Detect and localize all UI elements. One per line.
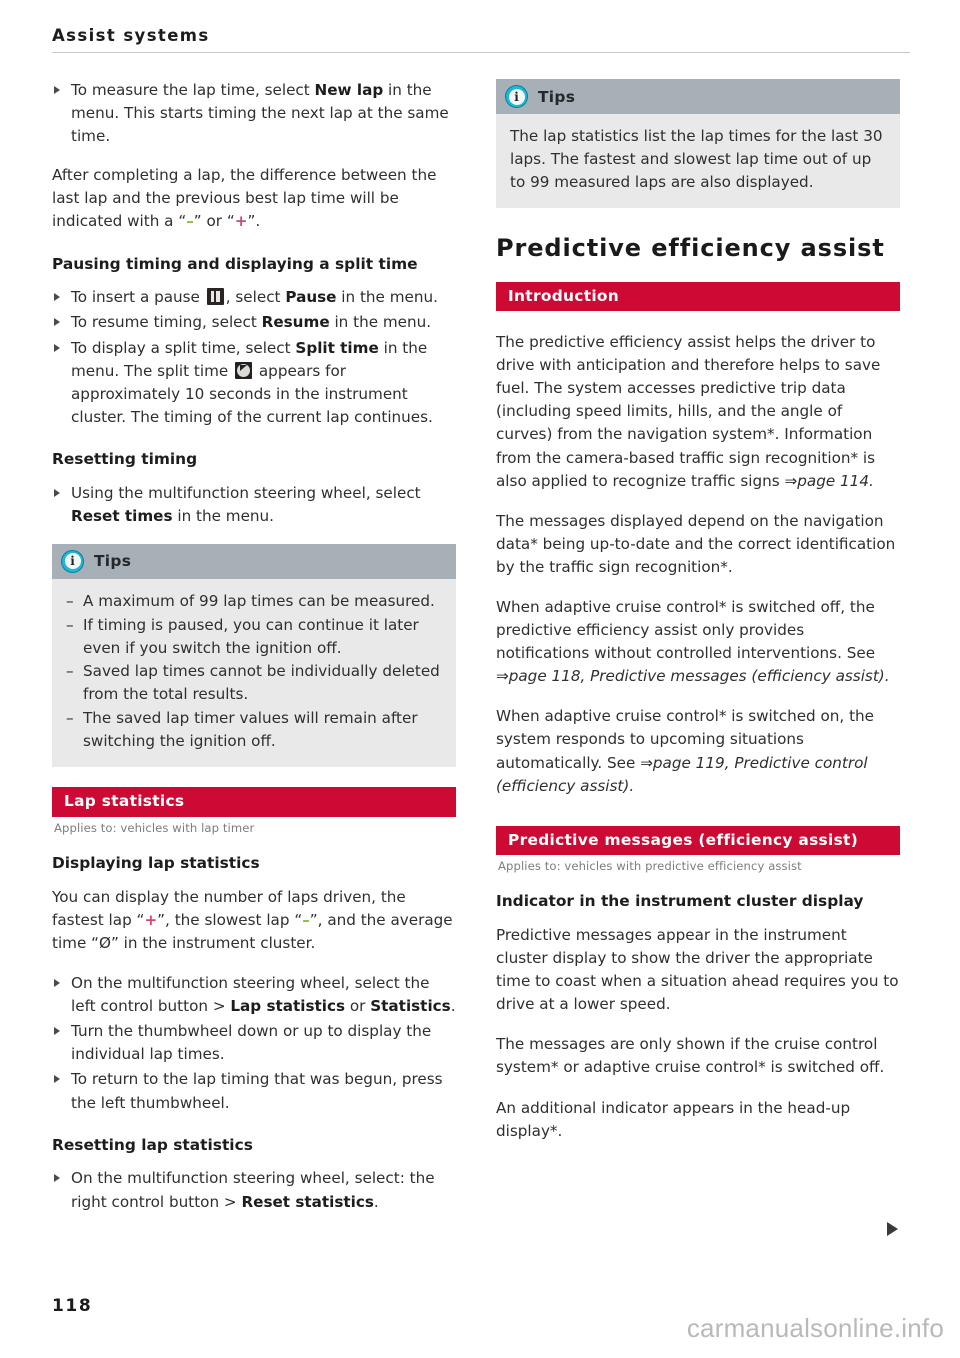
introduction-paragraph-4	[496, 705, 900, 797]
bullet-triangle-icon	[54, 979, 60, 987]
menu-item-new-lap: New lap	[314, 81, 384, 99]
introduction-paragraph-1	[496, 331, 900, 493]
list-item	[52, 286, 456, 309]
cross-reference-link[interactable]: page 119, Predictive control (efficiency assist)	[496, 753, 868, 795]
cross-reference-link[interactable]: page 114	[797, 471, 869, 490]
new-lap-step-list	[52, 79, 456, 148]
step-text: Turn the thumbwheel down or up to display the individual lap times.	[71, 1022, 432, 1064]
bullet-triangle-icon	[54, 1174, 60, 1182]
list-item	[52, 482, 456, 528]
lap-statistics-step-list	[52, 972, 456, 1115]
cross-reference-arrow-icon: ⇒	[640, 753, 653, 772]
list-item	[52, 311, 456, 334]
tip-text: The saved lap timer values will remain after switching the ignition off.	[83, 708, 418, 750]
heading-pausing-timing: Pausing timing and displaying a split time	[52, 254, 418, 273]
tip-text: The lap statistics list the lap times for the last 30 laps. The fastest and slowest lap time out of up to 99 measured laps are also displayed.	[510, 127, 883, 192]
applies-to-predictive-messages: Applies to: vehicles with predictive efficiency assist	[498, 859, 802, 874]
predictive-messages-paragraph-3: An additional indicator appears in the head-up display*.	[496, 1098, 851, 1140]
list-item	[66, 707, 442, 753]
predictive-messages-paragraph-1: Predictive messages appear in the instrument cluster display to show the driver the appropriate time to coast when a situation ahead requires you to drive at a lower speed.	[496, 926, 899, 1014]
list-item	[66, 614, 442, 660]
predictive-messages-paragraph-2: The messages are only shown if the cruise control system* or adaptive cruise control* is switched off.	[496, 1035, 885, 1077]
bullet-triangle-icon	[54, 1075, 60, 1083]
bullet-triangle-icon	[54, 344, 60, 352]
tips-box-header	[52, 544, 456, 579]
cross-reference-tail: .	[884, 667, 890, 686]
list-item	[66, 660, 442, 706]
lap-stats-text-after: ”, and the average time “Ø” in the instrument cluster.	[52, 910, 453, 952]
list-item	[52, 1020, 456, 1066]
quote-open: “	[178, 212, 187, 231]
two-column-body	[52, 79, 898, 1230]
plus-symbol: +	[234, 212, 248, 231]
menu-item-resume: Resume	[261, 313, 330, 332]
introduction-paragraph-3	[496, 596, 900, 688]
reset-statistics-step-list	[52, 1167, 456, 1213]
step-text: Using the multifunction steering wheel, select Reset times in the menu.	[71, 483, 421, 525]
continuation-arrow-icon	[887, 1222, 898, 1236]
info-icon: i	[61, 550, 84, 573]
tip-text: If timing is paused, you can continue it later even if you switch the ignition off.	[83, 615, 419, 657]
lap-stats-text-before: You can display the number of laps driven, the fastest lap “	[52, 887, 406, 929]
cross-reference-tail: .	[869, 471, 874, 490]
heading-resetting-timing: Resetting timing	[52, 449, 198, 468]
tips-label: Tips	[94, 552, 132, 571]
list-item	[66, 590, 442, 613]
list-item	[52, 1068, 456, 1114]
menu-item-lap-statistics: Lap statistics	[230, 997, 346, 1016]
resetting-step-list	[52, 482, 456, 528]
tip-text: A maximum of 99 lap times can be measured.	[83, 591, 435, 610]
step-text: To insert a pause , select Pause in the menu.	[71, 288, 438, 307]
dash-bullet: –	[66, 708, 74, 727]
step-text: On the multifunction steering wheel, select the left control button > Lap statistics or Statistics.	[71, 974, 456, 1016]
heading-displaying-lap-statistics: Displaying lap statistics	[52, 853, 260, 872]
split-time-pictogram-icon	[235, 362, 252, 379]
step-text: To return to the lap timing that was begun, press the left thumbwheel.	[71, 1070, 443, 1112]
lap-statistics-paragraph	[52, 886, 456, 955]
page-number: 118	[52, 1296, 93, 1316]
running-header: Assist systems	[52, 26, 210, 45]
list-item	[52, 337, 456, 429]
cross-reference-link[interactable]: page 118, Predictive messages (efficiency assist)	[508, 667, 885, 686]
tips-item-list	[66, 590, 442, 753]
section-bar-predictive-messages: Predictive messages (efficiency assist)	[496, 826, 900, 855]
list-item	[52, 972, 456, 1018]
list-item	[52, 79, 456, 148]
cross-reference-arrow-icon: ⇒	[496, 667, 509, 686]
heading-indicator-instrument-cluster: Indicator in the instrument cluster display	[496, 892, 864, 911]
tips-box-header	[496, 79, 900, 114]
introduction-paragraph-2: The messages displayed depend on the navigation data* being up-to-date and the correct identification by the traffic sign recognition*.	[496, 511, 896, 576]
lap-difference-paragraph	[52, 164, 456, 233]
tip-text: Saved lap times cannot be individually deleted from the total results.	[83, 662, 440, 704]
tips-box-lap-statistics	[496, 79, 900, 208]
dash-bullet: –	[66, 591, 74, 610]
quote-mid: ” or “	[193, 212, 235, 231]
pause-pictogram-icon	[207, 288, 224, 305]
applies-to-lap-statistics: Applies to: vehicles with lap timer	[54, 820, 255, 835]
tips-box-body	[52, 579, 456, 768]
right-column	[496, 79, 900, 1160]
bullet-triangle-icon	[54, 293, 60, 301]
pausing-step-list	[52, 286, 456, 429]
dash-bullet: –	[66, 662, 74, 681]
lap-stats-text-mid: ”, the slowest lap “	[157, 910, 303, 929]
intro-text: The predictive efficiency assist helps the driver to drive with anticipation and therefore helps to save fuel. The system accesses predictive trip data (including speed limits, hills, and the angle of curves) from the navigation system*. Information from the camera-based traffic sign recognition* is also applied to recognize traffic signs	[496, 333, 881, 490]
section-bar-lap-statistics: Lap statistics	[52, 787, 456, 816]
menu-item-statistics: Statistics	[370, 997, 451, 1016]
tips-box-body	[496, 114, 900, 208]
menu-item-reset-times: Reset times	[71, 506, 173, 525]
step-text: To display a split time, select Split time in the menu. The split time appears for approximately 10 seconds in the instrument cluster. The timing of the current lap continues.	[71, 338, 433, 426]
left-column	[52, 79, 456, 1230]
header-divider	[52, 52, 910, 53]
step-text: To resume timing, select Resume in the menu.	[71, 313, 432, 332]
intro4-text: When adaptive cruise control* is switched on, the system responds to upcoming situations automatically. See	[496, 707, 875, 772]
step-text: On the multifunction steering wheel, select: the right control button > Reset statistics.	[71, 1169, 435, 1211]
bullet-triangle-icon	[54, 86, 60, 94]
watermark: carmanualsonline.info	[686, 1313, 944, 1343]
step-text: To measure the lap time, select New lap in the menu. This starts timing the next lap at the same time.	[71, 81, 449, 146]
dash-bullet: –	[66, 615, 74, 634]
cross-reference-tail: .	[629, 776, 635, 795]
menu-item-reset-statistics: Reset statistics	[241, 1192, 374, 1211]
heading-resetting-lap-statistics: Resetting lap statistics	[52, 1135, 253, 1154]
list-item	[52, 1167, 456, 1213]
quote-close: ”.	[247, 212, 261, 231]
tips-box-lap-timer	[52, 544, 456, 768]
minus-symbol: –	[186, 212, 194, 231]
menu-item-split-time: Split time	[295, 338, 379, 357]
intro3-text: When adaptive cruise control* is switched off, the predictive efficiency assist only provides notifications without controlled interventions. See	[496, 597, 876, 663]
minus-symbol: –	[302, 910, 310, 929]
menu-item-pause: Pause	[285, 288, 337, 307]
bullet-triangle-icon	[54, 318, 60, 326]
tips-label: Tips	[538, 87, 576, 106]
section-bar-introduction: Introduction	[496, 282, 900, 311]
bullet-triangle-icon	[54, 489, 60, 497]
info-icon: i	[505, 85, 528, 108]
plus-symbol: +	[144, 910, 158, 929]
bullet-triangle-icon	[54, 1027, 60, 1035]
lap-difference-text: After completing a lap, the difference between the last lap and the previous best lap time will be indicated with a	[52, 166, 437, 231]
cross-reference-arrow-icon: ⇒	[784, 471, 798, 490]
page-title: Predictive efficiency assist	[496, 234, 885, 263]
